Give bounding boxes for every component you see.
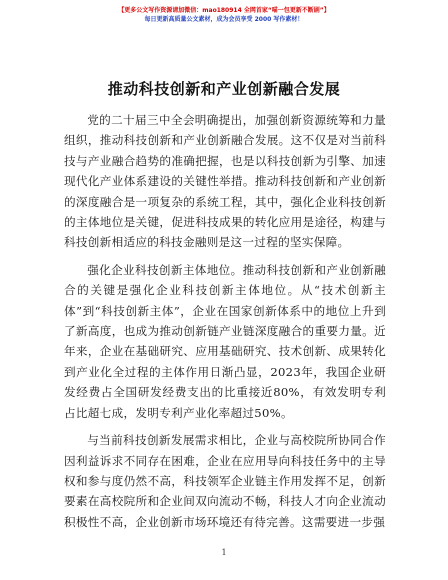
promo-banner-line-2: 每日更新高质量公文素材，成为会员享受 2000 写作素材！ <box>144 16 304 23</box>
paragraph-intro: 党的二十届三中全会明确提出，加强创新资源统筹和力量组织，推动科技创新和产业创新融合发展。这不仅是对当前科技与产业融合趋势的准确把握，也是以科技创新为引擎、加速现代化产业体系建设的关键性举措。推动科技创新和产业创新的深度融合是一项复杂的系统工程，其中，强化企业科技创新的主体地位是关键，促进科技成果的转化应用是途径，构建与科技创新相适应的科技金融则是这一过程的坚实保障。 <box>64 113 386 250</box>
paragraph-enterprise-role: 强化企业科技创新主体地位。推动科技创新和产业创新融合的关键是强化企业科技创新主体地位。从“技术创新主体”到“科技创新主体”，企业在国家创新体系中的地位上升到了新高度，也成为推动创新链产业链深度融合的重要力量。近年来，企业在基础研究、应用基础研究、技术创新、成果转化到产业化全过程的主体作用日渐凸显，2023年，我国企业研发经费占全国研发经费支出的比重接近80%，有效发明专利占比超七成，发明专利产业化率超过50%。 <box>64 262 386 420</box>
promo-banner-line-1: 【更多公文写作资源请加微信：mao180914 全网首家“喵一包更新不断剧”】 <box>118 7 330 14</box>
page-number: 1 <box>221 548 227 557</box>
promo-banner <box>0 6 448 24</box>
paragraph-challenges: 与当前科技创新发展需求相比，企业与高校院所协同合作因利益诉求不同存在困难，企业在应用导向科技任务中的主导权和参与度仍然不高，科技领军企业链主作用发挥不足，创新要素在高校院所和企业间双向流动不畅，科技人才向企业流动积极性不高，企业创新市场环境还有待完善。这需要进一步强 <box>64 433 386 529</box>
document-title: 推动科技创新和产业创新融合发展 <box>107 80 341 98</box>
document-body <box>64 110 386 539</box>
